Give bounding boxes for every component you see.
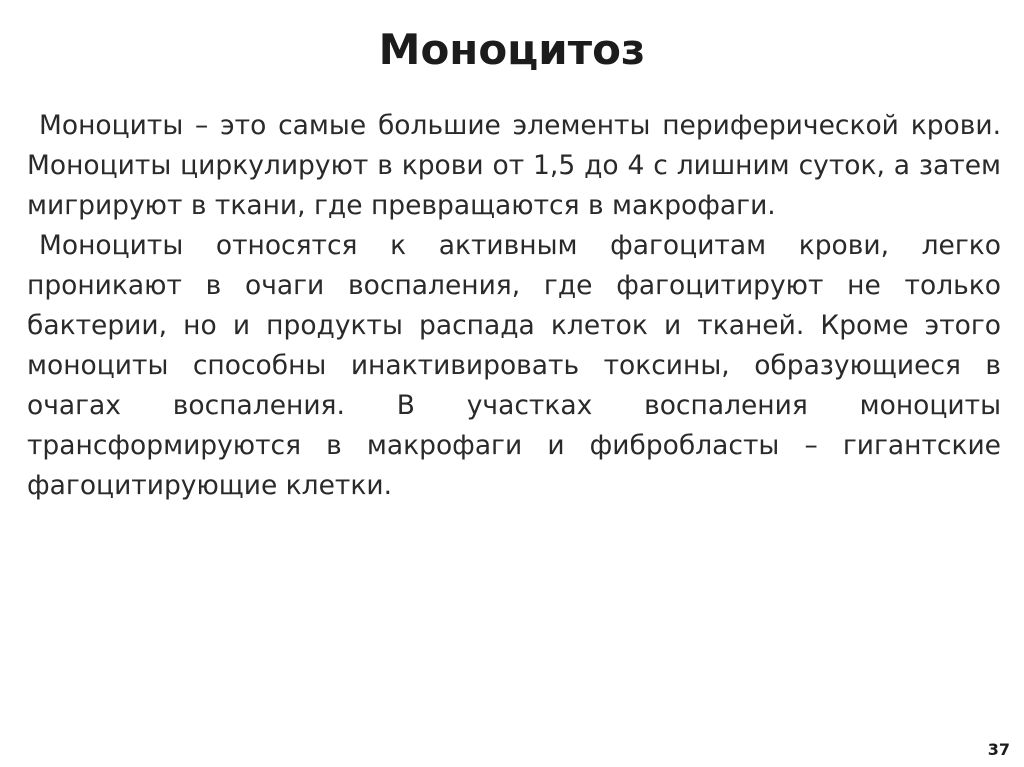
- page-number: 37: [987, 740, 1010, 759]
- slide-body: [27, 106, 1001, 506]
- paragraph-1: Моноциты – это самые большие элементы периферической крови. Моноциты циркулируют в крови от 1,5 до 4 с лишним суток, а затем мигрируют в ткани, где превращаются в макрофаги.: [27, 110, 1001, 221]
- paragraph-2: Моноциты относятся к активным фагоцитам крови, легко проникают в очаги воспаления, где фагоцитируют не только бактерии, но и продукты распада клеток и тканей. Кроме этого моноциты способны инактивировать токсины, образующиеся в очагах воспаления. В участках воспаления моноциты трансформируются в макрофаги и фибробласты – гигантские фагоцитирующие клетки.: [27, 230, 1001, 501]
- slide-title: Моноцитоз: [378, 25, 646, 74]
